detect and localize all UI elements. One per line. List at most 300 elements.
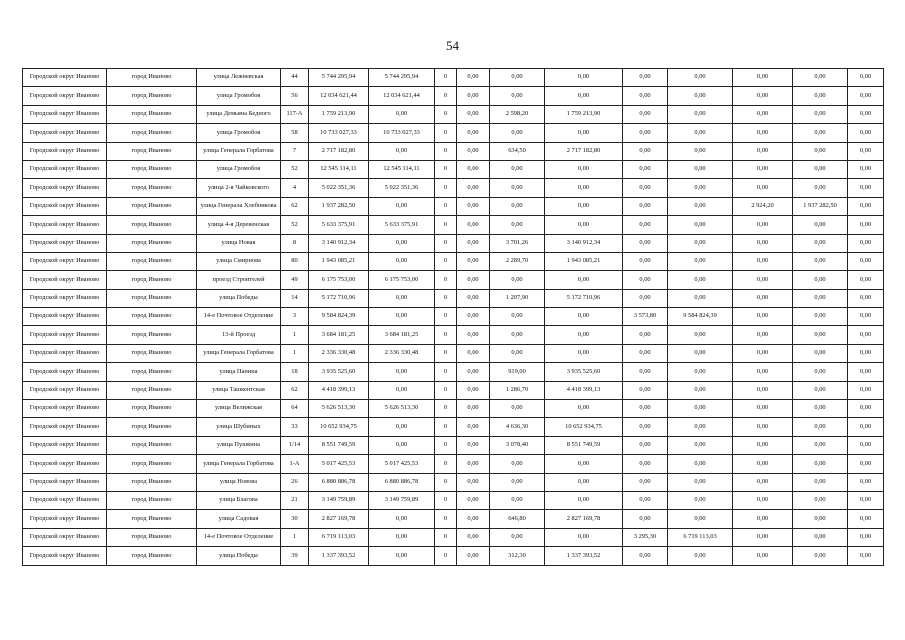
cost-col-10-cell: 0,00 xyxy=(545,197,623,215)
count-col-7-cell: 0 xyxy=(435,400,457,418)
cost-col-6-cell: 0,00 xyxy=(369,528,435,546)
table-row xyxy=(23,216,884,234)
locality-cell: город Иваново xyxy=(107,455,197,473)
value-col-15-cell: 0,00 xyxy=(848,69,884,87)
area-col-13-cell: 0,00 xyxy=(733,142,793,160)
locality-cell: город Иваново xyxy=(107,344,197,362)
value-col-15-cell: 0,00 xyxy=(848,289,884,307)
cost-col-6-cell: 0,00 xyxy=(369,197,435,215)
table-row xyxy=(23,455,884,473)
cost-col-10-cell: 10 652 934,75 xyxy=(545,418,623,436)
house-number-cell: 26 xyxy=(281,473,309,491)
locality-cell: город Иваново xyxy=(107,400,197,418)
cost-col-14-cell: 0,00 xyxy=(793,271,848,289)
total-cost-cell: 3 935 525,60 xyxy=(309,363,369,381)
cost-col-12-cell: 0,00 xyxy=(668,491,733,509)
street-cell: проезд Строителей xyxy=(197,271,281,289)
house-number-cell: 8 xyxy=(281,234,309,252)
area-col-13-cell: 0,00 xyxy=(733,344,793,362)
count-col-7-cell: 0 xyxy=(435,363,457,381)
total-cost-cell: 1 759 213,90 xyxy=(309,105,369,123)
area-col-9-cell: 0,00 xyxy=(490,216,545,234)
cost-col-12-cell: 0,00 xyxy=(668,271,733,289)
cost-col-12-cell: 0,00 xyxy=(668,344,733,362)
house-number-cell: 64 xyxy=(281,400,309,418)
house-number-cell: 21 xyxy=(281,491,309,509)
total-cost-cell: 1 943 085,21 xyxy=(309,252,369,270)
area-col-13-cell: 0,00 xyxy=(733,308,793,326)
area-col-9-cell: 2 598,20 xyxy=(490,105,545,123)
cost-col-10-cell: 0,00 xyxy=(545,216,623,234)
house-number-cell: 1 xyxy=(281,344,309,362)
street-cell: улица Громобоя xyxy=(197,87,281,105)
cost-col-12-cell: 6 719 113,03 xyxy=(668,528,733,546)
cost-col-6-cell: 5 626 513,30 xyxy=(369,400,435,418)
total-cost-cell: 5 633 375,91 xyxy=(309,216,369,234)
cost-col-12-cell: 0,00 xyxy=(668,455,733,473)
cost-col-6-cell: 0,00 xyxy=(369,252,435,270)
house-number-cell: 14 xyxy=(281,289,309,307)
cost-col-12-cell: 0,00 xyxy=(668,381,733,399)
area-col-13-cell: 0,00 xyxy=(733,528,793,546)
house-number-cell: 1/14 xyxy=(281,436,309,454)
cost-col-6-cell: 5 633 375,91 xyxy=(369,216,435,234)
cost-col-10-cell: 0,00 xyxy=(545,87,623,105)
area-col-11-cell: 0,00 xyxy=(623,234,668,252)
cost-col-6-cell: 6 880 886,78 xyxy=(369,473,435,491)
cost-col-14-cell: 0,00 xyxy=(793,381,848,399)
area-col-9-cell: 0,00 xyxy=(490,528,545,546)
locality-cell: город Иваново xyxy=(107,124,197,142)
area-col-13-cell: 0,00 xyxy=(733,455,793,473)
table-row xyxy=(23,363,884,381)
cost-col-10-cell: 0,00 xyxy=(545,473,623,491)
cost-col-12-cell: 0,00 xyxy=(668,326,733,344)
count-col-7-cell: 0 xyxy=(435,197,457,215)
value-col-8-cell: 0,00 xyxy=(457,289,490,307)
cost-col-10-cell: 3 140 912,34 xyxy=(545,234,623,252)
street-cell: 14-е Почтовое Отделение xyxy=(197,528,281,546)
cost-col-12-cell: 0,00 xyxy=(668,87,733,105)
cost-col-14-cell: 0,00 xyxy=(793,160,848,178)
cost-col-14-cell: 0,00 xyxy=(793,216,848,234)
cost-col-6-cell: 0,00 xyxy=(369,308,435,326)
total-cost-cell: 5 626 513,30 xyxy=(309,400,369,418)
value-col-15-cell: 0,00 xyxy=(848,381,884,399)
value-col-8-cell: 0,00 xyxy=(457,547,490,565)
total-cost-cell: 3 140 912,34 xyxy=(309,234,369,252)
value-col-8-cell: 0,00 xyxy=(457,252,490,270)
area-col-9-cell: 1 286,70 xyxy=(490,381,545,399)
count-col-7-cell: 0 xyxy=(435,105,457,123)
street-cell: 13-й Проезд xyxy=(197,326,281,344)
house-number-cell: 80 xyxy=(281,252,309,270)
area-col-11-cell: 0,00 xyxy=(623,455,668,473)
cost-col-12-cell: 9 584 824,39 xyxy=(668,308,733,326)
cost-col-14-cell: 0,00 xyxy=(793,87,848,105)
cost-col-12-cell: 0,00 xyxy=(668,142,733,160)
cost-col-10-cell: 0,00 xyxy=(545,326,623,344)
value-col-8-cell: 0,00 xyxy=(457,455,490,473)
area-col-11-cell: 0,00 xyxy=(623,289,668,307)
area-col-11-cell: 0,00 xyxy=(623,344,668,362)
value-col-8-cell: 0,00 xyxy=(457,124,490,142)
count-col-7-cell: 0 xyxy=(435,234,457,252)
total-cost-cell: 5 017 425,53 xyxy=(309,455,369,473)
house-number-cell: 30 xyxy=(281,510,309,528)
municipality-cell: Городской округ Иваново xyxy=(23,87,107,105)
locality-cell: город Иваново xyxy=(107,528,197,546)
area-col-11-cell: 0,00 xyxy=(623,547,668,565)
street-cell: улица Новая xyxy=(197,234,281,252)
area-col-13-cell: 0,00 xyxy=(733,473,793,491)
house-number-cell: 4 xyxy=(281,179,309,197)
municipality-cell: Городской округ Иваново xyxy=(23,105,107,123)
cost-col-12-cell: 0,00 xyxy=(668,510,733,528)
street-cell: улица Победы xyxy=(197,289,281,307)
total-cost-cell: 8 551 749,59 xyxy=(309,436,369,454)
value-col-15-cell: 0,00 xyxy=(848,455,884,473)
cost-col-14-cell: 0,00 xyxy=(793,547,848,565)
table-body xyxy=(23,69,884,566)
total-cost-cell: 6 175 753,00 xyxy=(309,271,369,289)
cost-col-14-cell: 0,00 xyxy=(793,400,848,418)
area-col-13-cell: 0,00 xyxy=(733,491,793,509)
locality-cell: город Иваново xyxy=(107,197,197,215)
cost-col-14-cell: 0,00 xyxy=(793,473,848,491)
value-col-15-cell: 0,00 xyxy=(848,216,884,234)
municipality-cell: Городской округ Иваново xyxy=(23,160,107,178)
house-number-cell: 3 xyxy=(281,308,309,326)
count-col-7-cell: 0 xyxy=(435,455,457,473)
street-cell: улица Лежневская xyxy=(197,69,281,87)
cost-col-12-cell: 0,00 xyxy=(668,400,733,418)
street-cell: улица Генерала Горбатова xyxy=(197,344,281,362)
value-col-15-cell: 0,00 xyxy=(848,528,884,546)
cost-col-6-cell: 0,00 xyxy=(369,547,435,565)
municipality-cell: Городской округ Иваново xyxy=(23,510,107,528)
area-col-11-cell: 0,00 xyxy=(623,252,668,270)
value-col-15-cell: 0,00 xyxy=(848,124,884,142)
table-row xyxy=(23,234,884,252)
area-col-11-cell: 0,00 xyxy=(623,436,668,454)
area-col-11-cell: 0,00 xyxy=(623,381,668,399)
total-cost-cell: 6 880 886,78 xyxy=(309,473,369,491)
area-col-11-cell: 0,00 xyxy=(623,87,668,105)
area-col-11-cell: 0,00 xyxy=(623,124,668,142)
total-cost-cell: 5 022 351,36 xyxy=(309,179,369,197)
value-col-15-cell: 0,00 xyxy=(848,308,884,326)
area-col-13-cell: 0,00 xyxy=(733,289,793,307)
municipality-cell: Городской округ Иваново xyxy=(23,363,107,381)
area-col-13-cell: 0,00 xyxy=(733,436,793,454)
cost-col-10-cell: 0,00 xyxy=(545,400,623,418)
value-col-8-cell: 0,00 xyxy=(457,491,490,509)
cost-col-6-cell: 0,00 xyxy=(369,510,435,528)
cost-col-14-cell: 1 937 282,50 xyxy=(793,197,848,215)
area-col-13-cell: 2 924,20 xyxy=(733,197,793,215)
municipality-cell: Городской округ Иваново xyxy=(23,179,107,197)
area-col-9-cell: 919,00 xyxy=(490,363,545,381)
area-col-11-cell: 0,00 xyxy=(623,473,668,491)
count-col-7-cell: 0 xyxy=(435,289,457,307)
cost-col-6-cell: 0,00 xyxy=(369,436,435,454)
cost-col-12-cell: 0,00 xyxy=(668,418,733,436)
area-col-9-cell: 3 701,26 xyxy=(490,234,545,252)
count-col-7-cell: 0 xyxy=(435,344,457,362)
area-col-9-cell: 2 289,70 xyxy=(490,252,545,270)
table-row xyxy=(23,160,884,178)
area-col-9-cell: 0,00 xyxy=(490,491,545,509)
cost-col-10-cell: 0,00 xyxy=(545,308,623,326)
locality-cell: город Иваново xyxy=(107,381,197,399)
data-table-container xyxy=(22,68,883,566)
area-col-13-cell: 0,00 xyxy=(733,363,793,381)
total-cost-cell: 2 717 182,80 xyxy=(309,142,369,160)
area-col-13-cell: 0,00 xyxy=(733,105,793,123)
count-col-7-cell: 0 xyxy=(435,473,457,491)
locality-cell: город Иваново xyxy=(107,160,197,178)
area-col-9-cell: 0,00 xyxy=(490,326,545,344)
street-cell: улица Новова xyxy=(197,473,281,491)
total-cost-cell: 5 744 295,94 xyxy=(309,69,369,87)
cost-col-14-cell: 0,00 xyxy=(793,491,848,509)
cost-col-10-cell: 5 172 710,96 xyxy=(545,289,623,307)
street-cell: улица Победы xyxy=(197,547,281,565)
value-col-15-cell: 0,00 xyxy=(848,87,884,105)
house-number-cell: 44 xyxy=(281,69,309,87)
area-col-11-cell: 0,00 xyxy=(623,179,668,197)
table-row xyxy=(23,105,884,123)
cost-col-12-cell: 0,00 xyxy=(668,473,733,491)
table-row xyxy=(23,69,884,87)
cost-col-6-cell: 5 744 295,94 xyxy=(369,69,435,87)
area-col-13-cell: 0,00 xyxy=(733,418,793,436)
area-col-13-cell: 0,00 xyxy=(733,160,793,178)
count-col-7-cell: 0 xyxy=(435,381,457,399)
cost-col-12-cell: 0,00 xyxy=(668,69,733,87)
municipality-cell: Городской округ Иваново xyxy=(23,234,107,252)
cost-col-6-cell: 0,00 xyxy=(369,418,435,436)
locality-cell: город Иваново xyxy=(107,363,197,381)
value-col-8-cell: 0,00 xyxy=(457,436,490,454)
cost-col-10-cell: 0,00 xyxy=(545,160,623,178)
total-cost-cell: 3 149 759,89 xyxy=(309,491,369,509)
street-cell: улица Генерала Хлебникова xyxy=(197,197,281,215)
cost-col-14-cell: 0,00 xyxy=(793,252,848,270)
count-col-7-cell: 0 xyxy=(435,87,457,105)
street-cell: улица Панина xyxy=(197,363,281,381)
table-row xyxy=(23,87,884,105)
street-cell: улица Велижская xyxy=(197,400,281,418)
table-row xyxy=(23,436,884,454)
cost-col-12-cell: 0,00 xyxy=(668,197,733,215)
value-col-8-cell: 0,00 xyxy=(457,344,490,362)
table-row xyxy=(23,400,884,418)
area-col-13-cell: 0,00 xyxy=(733,381,793,399)
count-col-7-cell: 0 xyxy=(435,160,457,178)
cost-col-6-cell: 2 336 330,48 xyxy=(369,344,435,362)
locality-cell: город Иваново xyxy=(107,418,197,436)
value-col-15-cell: 0,00 xyxy=(848,271,884,289)
page-number: 54 xyxy=(446,38,459,53)
value-col-8-cell: 0,00 xyxy=(457,473,490,491)
cost-col-6-cell: 3 149 759,89 xyxy=(369,491,435,509)
table-row xyxy=(23,528,884,546)
area-col-9-cell: 0,00 xyxy=(490,473,545,491)
municipality-cell: Городской округ Иваново xyxy=(23,547,107,565)
locality-cell: город Иваново xyxy=(107,547,197,565)
area-col-11-cell: 3 295,30 xyxy=(623,528,668,546)
value-col-15-cell: 0,00 xyxy=(848,436,884,454)
area-col-13-cell: 0,00 xyxy=(733,234,793,252)
area-col-13-cell: 0,00 xyxy=(733,326,793,344)
area-col-11-cell: 0,00 xyxy=(623,216,668,234)
street-cell: улица Генерала Горбатова xyxy=(197,142,281,160)
cost-col-10-cell: 0,00 xyxy=(545,124,623,142)
street-cell: улица Пушкина xyxy=(197,436,281,454)
value-col-8-cell: 0,00 xyxy=(457,308,490,326)
house-number-cell: 18 xyxy=(281,363,309,381)
locality-cell: город Иваново xyxy=(107,142,197,160)
cost-col-14-cell: 0,00 xyxy=(793,234,848,252)
area-col-11-cell: 0,00 xyxy=(623,491,668,509)
cost-col-14-cell: 0,00 xyxy=(793,510,848,528)
area-col-9-cell: 0,00 xyxy=(490,271,545,289)
value-col-8-cell: 0,00 xyxy=(457,326,490,344)
value-col-15-cell: 0,00 xyxy=(848,142,884,160)
count-col-7-cell: 0 xyxy=(435,510,457,528)
total-cost-cell: 9 584 824,39 xyxy=(309,308,369,326)
count-col-7-cell: 0 xyxy=(435,252,457,270)
cost-col-14-cell: 0,00 xyxy=(793,455,848,473)
table-row xyxy=(23,179,884,197)
value-col-15-cell: 0,00 xyxy=(848,234,884,252)
table-row xyxy=(23,124,884,142)
cost-col-14-cell: 0,00 xyxy=(793,308,848,326)
value-col-8-cell: 0,00 xyxy=(457,216,490,234)
value-col-8-cell: 0,00 xyxy=(457,400,490,418)
cost-col-12-cell: 0,00 xyxy=(668,436,733,454)
cost-col-14-cell: 0,00 xyxy=(793,436,848,454)
total-cost-cell: 10 652 934,75 xyxy=(309,418,369,436)
count-col-7-cell: 0 xyxy=(435,491,457,509)
locality-cell: город Иваново xyxy=(107,436,197,454)
total-cost-cell: 3 684 181,25 xyxy=(309,326,369,344)
house-number-cell: 7 xyxy=(281,142,309,160)
value-col-15-cell: 0,00 xyxy=(848,400,884,418)
area-col-13-cell: 0,00 xyxy=(733,69,793,87)
area-col-9-cell: 0,00 xyxy=(490,160,545,178)
cost-col-6-cell: 0,00 xyxy=(369,142,435,160)
cost-col-6-cell: 12 034 621,44 xyxy=(369,87,435,105)
locality-cell: город Иваново xyxy=(107,234,197,252)
value-col-15-cell: 0,00 xyxy=(848,473,884,491)
municipality-cell: Городской округ Иваново xyxy=(23,124,107,142)
cost-col-6-cell: 0,00 xyxy=(369,363,435,381)
value-col-8-cell: 0,00 xyxy=(457,87,490,105)
municipality-cell: Городской округ Иваново xyxy=(23,252,107,270)
locality-cell: город Иваново xyxy=(107,271,197,289)
cost-col-6-cell: 12 545 114,11 xyxy=(369,160,435,178)
locality-cell: город Иваново xyxy=(107,308,197,326)
area-col-9-cell: 1 207,90 xyxy=(490,289,545,307)
house-number-cell: 52 xyxy=(281,160,309,178)
area-col-9-cell: 0,00 xyxy=(490,124,545,142)
count-col-7-cell: 0 xyxy=(435,142,457,160)
cost-col-10-cell: 8 551 749,59 xyxy=(545,436,623,454)
cost-col-14-cell: 0,00 xyxy=(793,105,848,123)
table-row xyxy=(23,344,884,362)
value-col-8-cell: 0,00 xyxy=(457,381,490,399)
cost-col-6-cell: 6 175 753,00 xyxy=(369,271,435,289)
municipality-cell: Городской округ Иваново xyxy=(23,344,107,362)
area-col-9-cell: 0,00 xyxy=(490,87,545,105)
cost-col-6-cell: 0,00 xyxy=(369,381,435,399)
value-col-8-cell: 0,00 xyxy=(457,418,490,436)
locality-cell: город Иваново xyxy=(107,252,197,270)
cost-col-12-cell: 0,00 xyxy=(668,363,733,381)
cost-col-10-cell: 3 935 525,60 xyxy=(545,363,623,381)
table-row xyxy=(23,326,884,344)
total-cost-cell: 10 733 027,33 xyxy=(309,124,369,142)
cost-col-12-cell: 0,00 xyxy=(668,289,733,307)
area-col-13-cell: 0,00 xyxy=(733,271,793,289)
cost-col-6-cell: 10 733 027,33 xyxy=(369,124,435,142)
area-col-9-cell: 634,50 xyxy=(490,142,545,160)
cost-col-14-cell: 0,00 xyxy=(793,142,848,160)
street-cell: улица Громобоя xyxy=(197,160,281,178)
street-cell: улица 2-я Чайковского xyxy=(197,179,281,197)
house-number-cell: 117-А xyxy=(281,105,309,123)
table-row xyxy=(23,289,884,307)
table-row xyxy=(23,197,884,215)
municipality-cell: Городской округ Иваново xyxy=(23,491,107,509)
area-col-9-cell: 0,00 xyxy=(490,69,545,87)
total-cost-cell: 12 545 114,11 xyxy=(309,160,369,178)
locality-cell: город Иваново xyxy=(107,491,197,509)
cost-col-10-cell: 0,00 xyxy=(545,271,623,289)
street-cell: улица Демьяна Бедного xyxy=(197,105,281,123)
area-col-9-cell: 0,00 xyxy=(490,455,545,473)
municipality-cell: Городской округ Иваново xyxy=(23,326,107,344)
total-cost-cell: 2 827 169,78 xyxy=(309,510,369,528)
municipality-cell: Городской округ Иваново xyxy=(23,271,107,289)
count-col-7-cell: 0 xyxy=(435,547,457,565)
count-col-7-cell: 0 xyxy=(435,326,457,344)
cost-col-6-cell: 3 684 181,25 xyxy=(369,326,435,344)
table-row xyxy=(23,547,884,565)
area-col-9-cell: 312,30 xyxy=(490,547,545,565)
total-cost-cell: 1 337 393,52 xyxy=(309,547,369,565)
value-col-8-cell: 0,00 xyxy=(457,105,490,123)
municipality-cell: Городской округ Иваново xyxy=(23,308,107,326)
cost-col-12-cell: 0,00 xyxy=(668,179,733,197)
locality-cell: город Иваново xyxy=(107,289,197,307)
value-col-15-cell: 0,00 xyxy=(848,344,884,362)
area-col-9-cell: 0,00 xyxy=(490,308,545,326)
area-col-9-cell: 0,00 xyxy=(490,344,545,362)
cost-col-14-cell: 0,00 xyxy=(793,326,848,344)
table-row xyxy=(23,510,884,528)
value-col-8-cell: 0,00 xyxy=(457,234,490,252)
locality-cell: город Иваново xyxy=(107,87,197,105)
area-col-9-cell: 0,00 xyxy=(490,197,545,215)
house-number-cell: 39 xyxy=(281,547,309,565)
table-row xyxy=(23,271,884,289)
area-col-9-cell: 3 078,40 xyxy=(490,436,545,454)
cost-col-12-cell: 0,00 xyxy=(668,216,733,234)
